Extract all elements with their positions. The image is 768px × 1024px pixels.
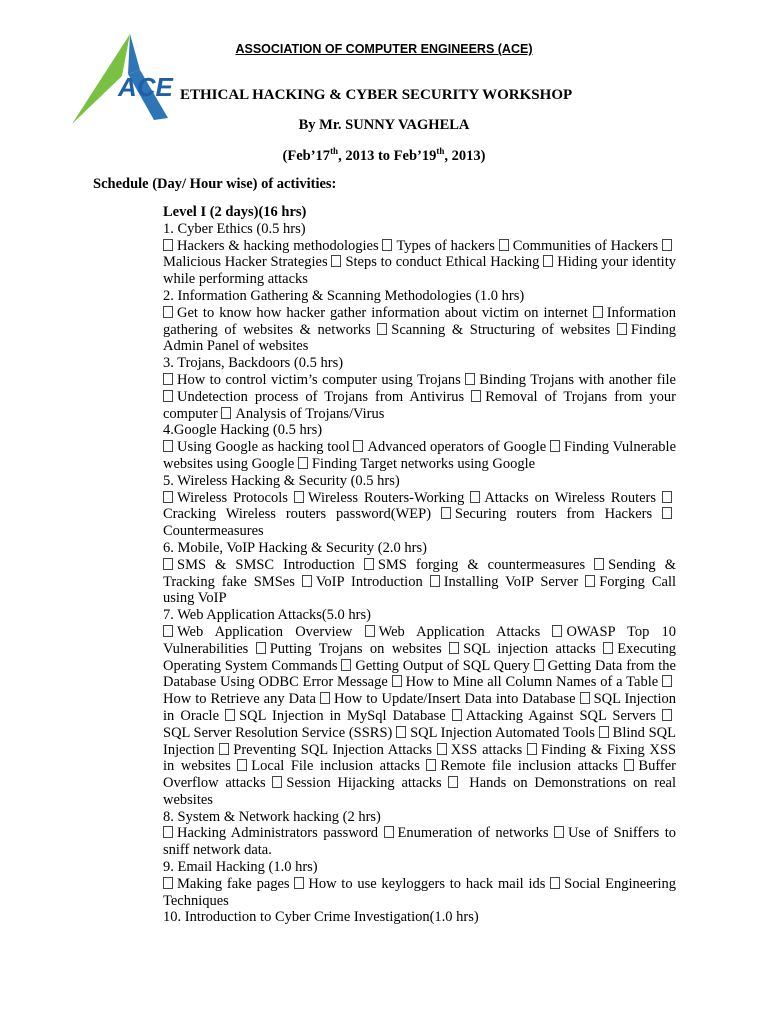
topic-item: How to use keyloggers to hack mail ids (308, 875, 551, 892)
missing-glyph-bullet-icon (256, 642, 266, 654)
topic-item: Information gathering of websites & networks (163, 304, 676, 338)
topic-item: Enumeration of networks (397, 825, 555, 842)
missing-glyph-bullet-icon (550, 440, 560, 452)
missing-glyph-bullet-icon (449, 642, 459, 654)
topic-item: Types of hackers (396, 237, 499, 254)
missing-glyph-bullet-icon (593, 306, 603, 318)
topic-items (163, 876, 676, 910)
topic-item: Removal of Trojans from your computer (163, 388, 676, 422)
topic-item: Session Hijacking attacks (286, 775, 449, 792)
missing-glyph-bullet-icon (534, 659, 544, 671)
topic-item: Attacks on Wireless Routers (484, 489, 662, 506)
missing-glyph-bullet-icon (662, 239, 672, 251)
topic-item: SQL Injection Automated Tools (410, 724, 599, 741)
topic-item: Cracking Wireless routers password(WEP) (163, 506, 441, 523)
missing-glyph-bullet-icon (163, 558, 173, 570)
topic-item: Undetection process of Trojans from Antivirus (177, 388, 472, 405)
missing-glyph-bullet-icon (470, 491, 480, 503)
topic-title: 6. Mobile, VoIP Hacking & Security (2.0 hrs) (163, 539, 427, 556)
missing-glyph-bullet-icon (294, 877, 304, 889)
topic-title: 7. Web Application Attacks(5.0 hrs) (163, 607, 371, 624)
missing-glyph-bullet-icon (353, 440, 363, 452)
missing-glyph-bullet-icon (163, 373, 173, 385)
topic-item: Remote file inclusion attacks (440, 758, 625, 775)
topic-item: Getting Data from the Database Using ODBC Error Message (163, 657, 676, 691)
topic-item: How to Retrieve any Data (163, 691, 320, 708)
workshop-title: ETHICAL HACKING & CYBER SECURITY WORKSHOP (180, 87, 573, 103)
missing-glyph-bullet-icon (452, 709, 462, 721)
topic-items (163, 825, 676, 859)
missing-glyph-bullet-icon (599, 726, 609, 738)
missing-glyph-bullet-icon (624, 759, 634, 771)
topic-items (163, 238, 676, 288)
missing-glyph-bullet-icon (437, 743, 447, 755)
missing-glyph-bullet-icon (392, 675, 402, 687)
topic-item: Forging Call using VoIP (163, 573, 677, 607)
missing-glyph-bullet-icon (163, 390, 173, 402)
missing-glyph-bullet-icon (430, 575, 440, 587)
missing-glyph-bullet-icon (426, 759, 436, 771)
missing-glyph-bullet-icon (237, 759, 247, 771)
missing-glyph-bullet-icon (550, 877, 560, 889)
topic-item: Attacking Against SQL Servers (465, 707, 663, 724)
topic-item: SMS & SMSC Introduction (177, 556, 364, 573)
topic-item: Countermeasures (163, 523, 264, 540)
topic-items (163, 557, 676, 607)
missing-glyph-bullet-icon (471, 390, 481, 402)
topic-item: Getting Output of SQL Query (355, 657, 534, 674)
missing-glyph-bullet-icon (499, 239, 509, 251)
topic-item: SQL Injection in MySql Database (239, 707, 452, 724)
topic-title: 2. Information Gathering & Scanning Methodologies (1.0 hrs) (163, 287, 525, 304)
topic-title: 8. System & Network hacking (2 hrs) (163, 808, 381, 825)
topic-item: Finding Target networks using Google (311, 455, 536, 472)
topic-item: Web Application Attacks (378, 623, 553, 640)
topic-item: Executing Operating System Commands (163, 640, 676, 674)
topic-item: Binding Trojans with another file (479, 371, 676, 388)
topic-list (163, 221, 676, 926)
missing-glyph-bullet-icon (163, 877, 173, 889)
topic-item: Securing routers from Hackers (454, 506, 662, 523)
missing-glyph-bullet-icon (543, 255, 553, 267)
missing-glyph-bullet-icon (163, 491, 173, 503)
missing-glyph-bullet-icon (662, 675, 672, 687)
missing-glyph-bullet-icon (219, 743, 229, 755)
topic-item: Wireless Routers-Working (307, 489, 471, 506)
topic-item: Making fake pages (177, 875, 295, 892)
topic-item: Wireless Protocols (177, 489, 294, 506)
topic-item: Installing VoIP Server (443, 573, 586, 590)
missing-glyph-bullet-icon (603, 642, 613, 654)
topic-item: Get to know how hacker gather information about victim on internet (177, 304, 593, 321)
topic-item: Finding Vulnerable websites using Google (163, 439, 677, 472)
topic-item: OWASP Top 10 Vulnerabilities (163, 623, 676, 657)
missing-glyph-bullet-icon (341, 659, 351, 671)
topic-item: Social Engineering Techniques (163, 875, 677, 909)
missing-glyph-bullet-icon (662, 709, 672, 721)
missing-glyph-bullet-icon (320, 692, 330, 704)
level-heading: Level I (2 days)(16 hrs) (163, 204, 307, 220)
missing-glyph-bullet-icon (163, 239, 173, 251)
topic-item: Malicious Hacker Strategies (163, 254, 332, 271)
topic-item: How to control victim’s computer using Trojans (177, 371, 466, 388)
missing-glyph-bullet-icon (585, 575, 595, 587)
topic-item: Hackers & hacking methodologies (177, 237, 383, 254)
schedule-content (163, 204, 676, 926)
workshop-dates: (Feb’17th, 2013 to Feb’19th, 2013) (282, 146, 486, 164)
topic-item: Using Google as hacking tool (177, 439, 354, 456)
topic-item: Scanning & Structuring of websites (391, 321, 617, 338)
topic-item: How to Update/Insert Data into Database (334, 691, 580, 708)
missing-glyph-bullet-icon (441, 507, 451, 519)
topic-item: Hands on Demonstrations on real websites (163, 775, 676, 808)
topic-item: Web Application Overview (177, 623, 365, 640)
topic-item: Sending & Tracking fake SMSes (163, 556, 677, 590)
missing-glyph-bullet-icon (364, 558, 374, 570)
topic-item: Use of Sniffers to sniff network data. (163, 825, 676, 859)
topic-item: SMS forging & countermeasures (377, 556, 595, 573)
missing-glyph-bullet-icon (384, 826, 394, 838)
missing-glyph-bullet-icon (465, 373, 475, 385)
missing-glyph-bullet-icon (163, 306, 173, 318)
topic-item: SQL injection attacks (463, 640, 604, 657)
topic-title: 10. Introduction to Cyber Crime Investigation(1.0 hrs) (163, 909, 479, 926)
missing-glyph-bullet-icon (294, 491, 304, 503)
missing-glyph-bullet-icon (298, 457, 308, 469)
missing-glyph-bullet-icon (527, 743, 537, 755)
missing-glyph-bullet-icon (396, 726, 406, 738)
topic-title: 4.Google Hacking (0.5 hrs) (163, 422, 323, 439)
ace-logo-text: ACE (118, 72, 173, 102)
topic-items (163, 372, 676, 422)
missing-glyph-bullet-icon (448, 776, 458, 788)
topic-item: How to Mine all Column Names of a Table (405, 674, 662, 691)
schedule-heading: Schedule (Day/ Hour wise) of activities: (93, 176, 337, 192)
missing-glyph-bullet-icon (382, 239, 392, 251)
topic-title: 3. Trojans, Backdoors (0.5 hrs) (163, 355, 344, 372)
missing-glyph-bullet-icon (163, 440, 173, 452)
missing-glyph-bullet-icon (662, 507, 672, 519)
missing-glyph-bullet-icon (163, 625, 173, 637)
missing-glyph-bullet-icon (221, 407, 231, 419)
missing-glyph-bullet-icon (554, 826, 564, 838)
topic-item: Hiding your identity while performing attacks (163, 254, 676, 288)
topic-title: 5. Wireless Hacking & Security (0.5 hrs) (163, 472, 400, 489)
missing-glyph-bullet-icon (365, 625, 375, 637)
missing-glyph-bullet-icon (331, 255, 341, 267)
missing-glyph-bullet-icon (225, 709, 235, 721)
topic-items (163, 490, 676, 540)
topic-item: XSS attacks (450, 741, 528, 758)
topic-title: 1. Cyber Ethics (0.5 hrs) (163, 220, 306, 237)
topic-item: Communities of Hackers (512, 237, 662, 254)
missing-glyph-bullet-icon (580, 692, 590, 704)
topic-items (163, 305, 676, 355)
missing-glyph-bullet-icon (163, 826, 173, 838)
missing-glyph-bullet-icon (272, 776, 282, 788)
topic-item: Preventing SQL Injection Attacks (233, 741, 437, 758)
missing-glyph-bullet-icon (594, 558, 604, 570)
topic-item: Putting Trojans on websites (269, 640, 450, 657)
missing-glyph-bullet-icon (302, 575, 312, 587)
topic-items (163, 439, 676, 473)
topic-item: Steps to conduct Ethical Hacking (345, 254, 544, 271)
topic-item: SQL Server Resolution Service (SSRS) (163, 724, 397, 741)
missing-glyph-bullet-icon (552, 625, 562, 637)
topic-item: Advanced operators of Google (367, 439, 550, 456)
topic-item: Blind SQL Injection (163, 724, 676, 758)
topic-item: Buffer Overflow attacks (163, 758, 676, 792)
topic-item: Hacking Administrators password (177, 825, 384, 842)
topic-title: 9. Email Hacking (1.0 hrs) (163, 859, 318, 876)
topic-item: Analysis of Trojans/Virus (235, 405, 385, 422)
topic-item: Finding & Fixing XSS in websites (163, 741, 677, 775)
topic-item: Finding Admin Panel of websites (163, 321, 676, 355)
missing-glyph-bullet-icon (377, 323, 387, 335)
topic-items (163, 624, 676, 809)
speaker-byline: By Mr. SUNNY VAGHELA (298, 117, 470, 133)
topic-item: VoIP Introduction (315, 573, 430, 590)
topic-item: SQL Injection in Oracle (163, 691, 676, 724)
missing-glyph-bullet-icon (617, 323, 627, 335)
missing-glyph-bullet-icon (662, 491, 672, 503)
topic-item: Local File inclusion attacks (251, 758, 427, 775)
ace-logo (68, 30, 180, 126)
association-heading: ASSOCIATION OF COMPUTER ENGINEERS (ACE) (235, 42, 533, 56)
